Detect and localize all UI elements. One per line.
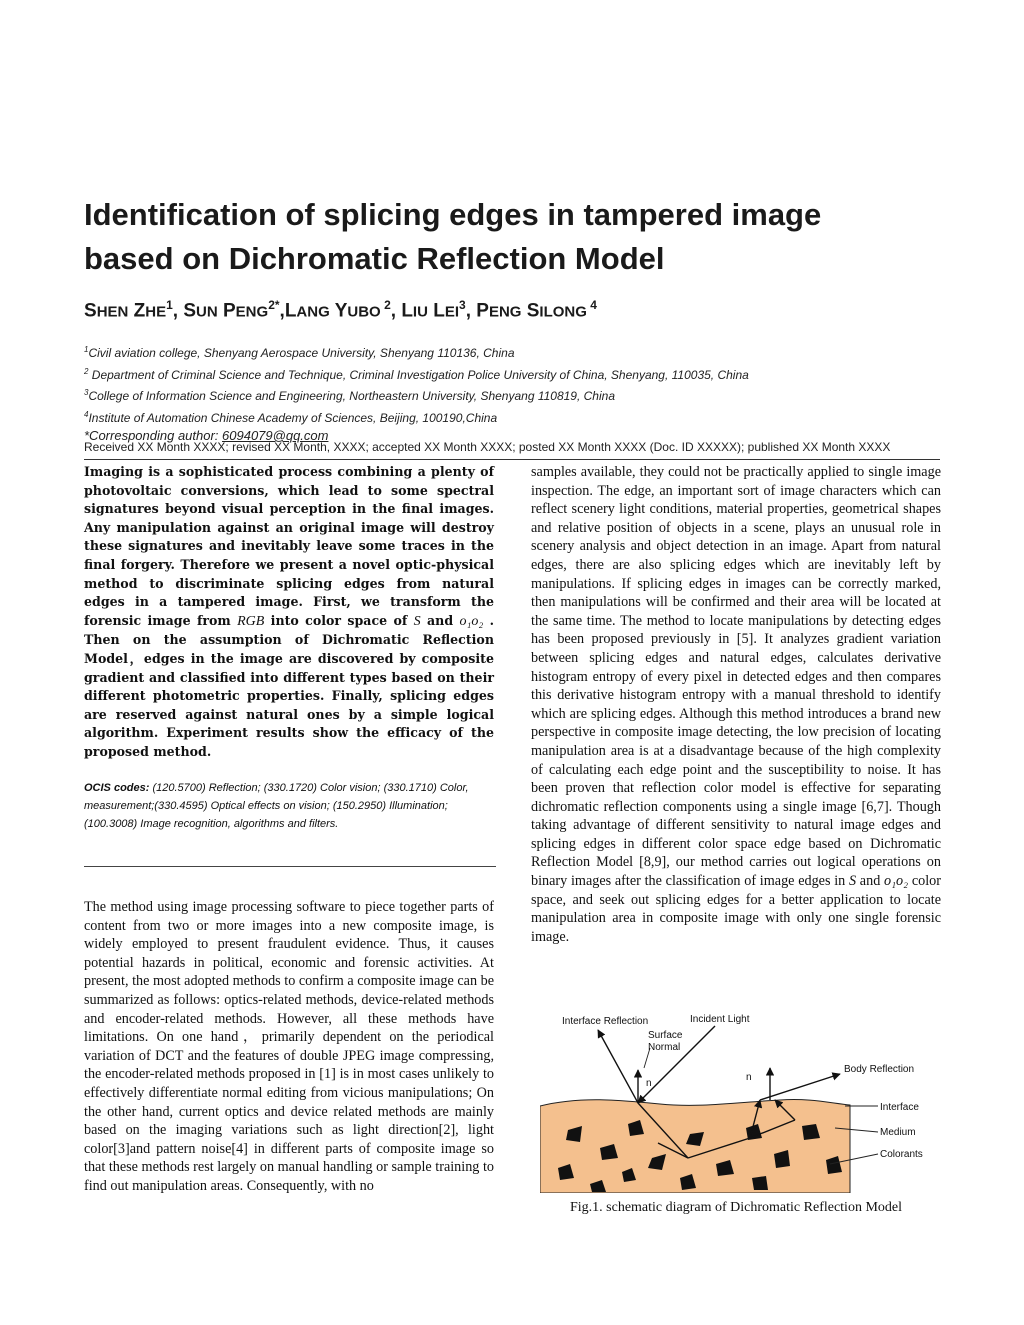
corresponding-label: *Corresponding author: xyxy=(84,428,223,443)
affiliation-text: College of Information Science and Engineering, Northeastern University, Shenyang 110819, China xyxy=(88,389,615,403)
label-interface-reflection: Interface Reflection xyxy=(562,1016,649,1027)
affiliation-list xyxy=(84,341,984,445)
paper-title xyxy=(84,193,964,281)
affiliation-4 xyxy=(84,406,984,428)
author-text: Y xyxy=(334,300,348,322)
author-text: L xyxy=(433,300,445,322)
author-text: Z xyxy=(133,300,146,322)
author-text: L xyxy=(284,300,297,322)
author-text: ANG xyxy=(296,303,330,321)
author-text: ENG xyxy=(488,303,522,321)
affiliation-text: Department of Criminal Science and Technique, Criminal Investigation Police University of China, Shenyang, 110035, China xyxy=(88,367,749,382)
ocis-label: OCIS codes: xyxy=(84,782,150,794)
abstract-text: . Then on the assumption of Dichromatic Reflection Model，edges in the image are discovered by composite gradient and classified into different types based on their different photometric properties. Finally, splicing edges are reserved against natural ones by a simple logical algorithm. Experiment results show the efficacy of the proposed method. xyxy=(84,612,494,759)
affiliation-sup: 1 xyxy=(84,345,89,354)
affiliation-sup: 2 xyxy=(84,366,89,376)
affiliation-2 xyxy=(84,363,984,385)
divider xyxy=(84,459,940,460)
divider xyxy=(84,866,496,867)
dichromatic-reflection-diagram xyxy=(540,1008,940,1193)
affiliation-sup: 3 xyxy=(84,388,89,397)
author-text: IU xyxy=(412,303,428,321)
abstract-text: into color space of xyxy=(264,612,414,628)
right-column-paragraph xyxy=(531,463,941,946)
author-list xyxy=(84,298,984,322)
label-colorants: Colorants xyxy=(880,1149,923,1160)
label-normal: Normal xyxy=(648,1042,681,1053)
title-line-1: Identification of splicing edges in tampered image xyxy=(84,197,822,232)
author-affil-sup: 3 xyxy=(459,298,466,312)
label-interface: Interface xyxy=(880,1102,919,1113)
author-text: S xyxy=(526,300,540,322)
affiliation-text: Civil aviation college, Shenyang Aerospace University, Shenyang 110136, China xyxy=(88,346,515,360)
label-medium: Medium xyxy=(880,1127,916,1138)
label-n-2: n xyxy=(746,1072,752,1083)
label-surface: Surface xyxy=(648,1030,683,1041)
author-text: L xyxy=(401,300,413,322)
title-line-2: based on Dichromatic Reflection Model xyxy=(84,241,665,276)
affiliation-text: Institute of Automation Chinese Academy of Sciences, Beijing, 100190,China xyxy=(88,410,498,425)
body-text: color space, and seek out splicing edges for a better application to locate manipulation area in composite image with only one single forensic image. xyxy=(531,873,941,945)
author-affil-sup: 2* xyxy=(268,298,280,312)
label-body-reflection: Body Reflection xyxy=(844,1064,915,1075)
author-text: UBO xyxy=(347,303,381,321)
abstract xyxy=(84,463,494,762)
math-symbol: S xyxy=(848,873,857,890)
author-sep: , xyxy=(279,300,285,322)
author-text: P xyxy=(476,300,489,322)
author-affil-sup: 4 xyxy=(586,298,597,312)
ocis-text: (120.5700) Reflection; (330.1720) Color vision; (330.1710) Color, measurement;(330.4595) Optical effects on vision; (150.2950) Illumination; (100.3008) Image recognition, algorithms and filters. xyxy=(84,782,469,830)
math-symbol: o₁o₂ xyxy=(459,613,484,629)
intro-paragraph: The method using image processing software to piece together parts of content from two or more images into a new composite image, is widely employed to present fraudulent evidence. Thus, it causes potential hazards in political, economic and forensic activities. At present, the most adopted methods to confirm a composite image can be summarized as follows: optics-related methods, device-related methods and encoder-related methods. However, all these methods have limitations. On one hand，primarily dependent on the periodical variation of DCT and the features of double JPEG image compressing, the encoder-related methods proposed in [1] is in most cases unlikely to effectively differentiate normal editing from vicious manipulations; On the other hand, current optics and device related methods are mainly based on the imaging variations such as light direction[2], light color[3]and pattern noise[4] in different parts of composite image so that these methods rest largely on manual handling or sample training to find out manipulation areas. Consequently, with no xyxy=(84,899,494,1194)
author-text: ILONG xyxy=(539,303,587,321)
medium-region xyxy=(540,1100,850,1193)
corresponding-email-link[interactable]: 6094079@qq.com xyxy=(222,428,329,443)
author-text: HE xyxy=(145,303,167,321)
affiliation-1 xyxy=(84,341,984,363)
body-text: samples available, they could not be practically applied to single image inspection. The edge, an important sort of image characters which can reflect scenery light conditions, material properties, geometrical shapes and relative position of objects in a scene, plays an unusual role in scenery analysis and object detection in an image. Apart from natural edges, there are also splicing edges which are inevitably left by manipulations. If splicing edges in images can be correctly marked, then manipulations will be confirmed and their area will be located at the same time. The method to locate manipulations by detecting edges has been proposed previously in [5]. It analyzes gradient variation between splicing edges and natural edges, calculates derivative histogram entropy of every pixel in detected edges and then compares this derivative histogram entropy with a manual threshold to identify which are splicing edges. Although this method introduces a brand new perspective in composite image detecting, the low precision of locating manipulation area is at a disadvantage because of the high complexity of calculating each edge point and the susceptibility to noise. It has been proven that reflection color model is effective for separating dichromatic reflection components using a single image [6,7]. Though taking advantage of different sensitivity to natural image edges and splicing edges in different color space edge based on Dichromatic Reflection Model [8,9], our method carries out logical operations on binary images after the classification of image edges in xyxy=(531,464,941,890)
affiliation-3 xyxy=(84,384,984,406)
author-text: S xyxy=(183,300,197,322)
math-symbol: o₁o₂ xyxy=(884,873,909,890)
author-text: EI xyxy=(444,303,459,321)
author-text: S xyxy=(84,300,97,322)
author-sep: , xyxy=(390,300,402,322)
author-affil-sup: 1 xyxy=(166,298,173,312)
ocis-codes xyxy=(84,779,494,833)
author-text: HEN xyxy=(96,303,129,321)
author-text: P xyxy=(222,300,236,322)
label-incident-light: Incident Light xyxy=(690,1014,750,1025)
figure-caption: Fig.1. schematic diagram of Dichromatic Reflection Model xyxy=(569,1200,902,1215)
received-dates: Received XX Month XXXX; revised XX Month, XXXX; accepted XX Month XXXX; posted XX Month XXXX (Doc. ID XXXXX); published XX Month XXXX xyxy=(84,440,891,454)
author-affil-sup: 2 xyxy=(380,298,391,312)
author-text: ENG xyxy=(235,303,269,321)
author-sep: , xyxy=(465,300,477,322)
abstract-text: Imaging is a sophisticated process combining a plenty of photovoltaic conversions, which lead to some spectral signatures beyond visual perception in the final images. Any manipulation against an original image will destroy these signatures and inevitably leave some traces in the final forgery. Therefore we present a novel optic-physical method to discriminate splicing edges from natural edges in a tampered image. First, we transform the forensic image from xyxy=(84,464,494,628)
affiliation-sup: 4 xyxy=(84,409,89,419)
abstract-text: and xyxy=(420,612,460,628)
math-symbol: S xyxy=(413,613,421,629)
label-n-1: n xyxy=(646,1078,652,1089)
author-sep: , xyxy=(172,300,184,322)
math-symbol: RGB xyxy=(237,613,265,629)
body-text: and xyxy=(856,873,885,890)
author-text: UN xyxy=(196,303,218,321)
